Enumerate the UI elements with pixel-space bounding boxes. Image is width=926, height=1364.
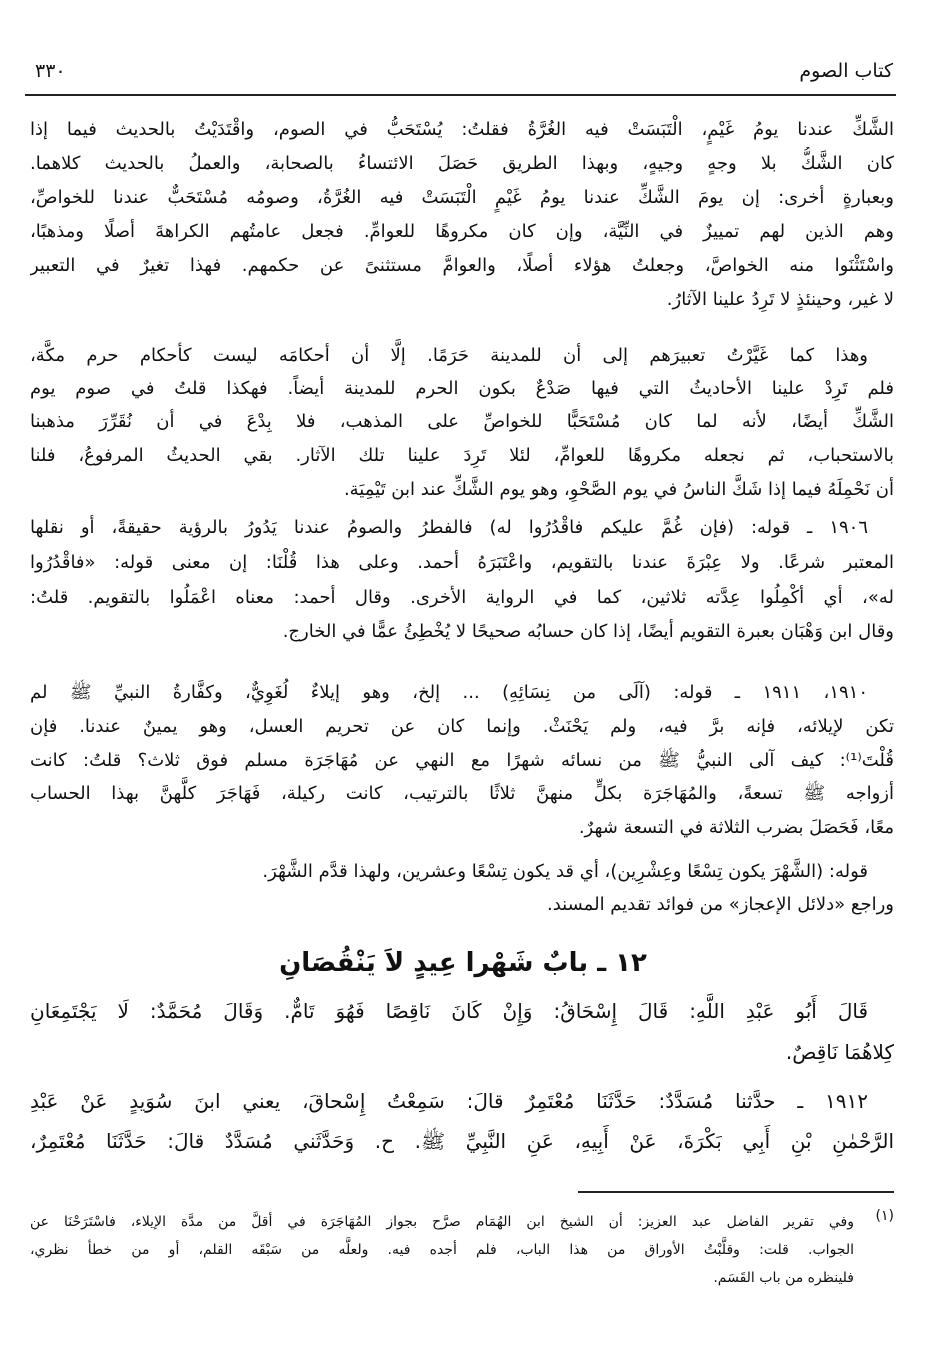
page-number: ٣٣٠ (35, 60, 66, 82)
text-line: لا غير، وحينئذٍ لا تَرِدُ علينا الآثارُ. (666, 289, 894, 310)
text-line: ١٩١٢ ـ حدَّثنا مُسَدَّدٌ: حَدَّثَنَا مُعْتَمِرٌ قالَ: سَمِعْتُ إِسْحاقَ، يعني ابنَ سُوَيدٍ عَنْ عَبْدِ (30, 1089, 868, 1113)
text-line: ١٩٠٦ ـ قوله: (فإن غُمَّ عليكم فاقْدُرُوا له) فالفطرُ والصومُ عندنا يَدُورُ بالرؤية حقيقةً، أو نقلها (30, 517, 868, 538)
text-line: واسْتَثْنَوا منه الخواصَّ، وجعلتُ هؤلاء أصلًا، والعوامَّ مستثنىً عن حكمهم. فهذا تغيرٌ في التعبير (30, 255, 894, 276)
text-line: وبعبارةٍ أخرى: إن يومَ الشَّكِّ عندنا يومُ غَيْمٍ الْتَبَسَتْ فيه الغُرَّةُ، وصومُه مُسْتَحَبٌّ عندنا للخواصِّ، (30, 187, 894, 208)
text-line: الشَّكِّ أيضًا، لأنه لما كان مُسْتَحَبًّا للخواصِّ على المذهب، فلا بِدْعَ في أن نُقَرِّرَ مذهبنا (30, 411, 894, 432)
footnote-number: (١) (875, 1208, 894, 1224)
text-line: بالاستحباب، ثم نجعله مكروهًا للعوامِّ، لئلا تَرِدَ علينا تلك الآثار. بقي الحديثُ المرفوعُ، فلنا (30, 445, 894, 466)
text-line: ١٩١٠، ١٩١١ ـ قوله: (آلَى من نِسَائِهِ) ... إلخ، وهو إيلاءٌ لُغَوِيٌّ، وكفَّارةُ النبيِّ ﷺ لم (30, 682, 868, 703)
text-line: أزواجه ﷺ تسعةً، والمُهَاجَرَة بكلٍّ منهنَّ ثلاثًا بالترتيب، كانت ركيلة، فَهَاجَرَ كلَّهنَّ بهذا الحساب (30, 783, 894, 804)
text-line: فلم تَرِدْ علينا الأحاديثُ التي فيها صَدْعٌ بكون الحرم للمدينة أيضاً. فهكذا قلتُ في صوم يوم (30, 378, 894, 399)
chapter-heading: ١٢ ـ بابٌ شَهْرا عِيدٍ لاَ يَنْقُصَانِ (279, 948, 647, 978)
text-line: تكن لإيلائه، فإنه برَّ فيه، ولم يَحْنَثْ. وإنما كان عن تحريم العسل، وهو يمينٌ عندنا. فإن (30, 716, 894, 737)
text-line: قوله: (الشَّهْرَ يكون تِسْعًا وعِشْرِين)، أي قد يكون تِسْعًا وعشرين، ولهذا قدَّم الشَّهْرَ. (262, 861, 868, 882)
text-line: قَالَ أَبُو عَبْدِ اللَّهِ: قَالَ إِسْحَاقُ: وَإِنْ كَانَ نَاقِصًا فَهُوَ تَامٌّ. وَقَالَ مُحَمَّدٌ: لَا يَجْتَمِعَانِ (30, 999, 868, 1023)
text-line: المعتبر شرعًا. ولا عِبْرَةَ عندنا بالتقويم، واعْتَبَرَهُ أحمد. وعلى هذا قُلْنَا: إن معنى قوله: «فاقْدُرُوا (30, 552, 894, 573)
footnote-line: الجواب. قلت: وقلَّبْتُ الأوراق من هذا الباب، فلم أجده فيه. ولعلَّه من سَبْقَه القلم، أو من خطأ نظري، (30, 1242, 854, 1258)
header-divider (25, 94, 896, 96)
text-line: وراجع «دلائل الإعجاز» من فوائد تقديم المسند. (547, 894, 894, 915)
text-line: الرَّحْمٰنِ بْنِ أَبِي بَكْرَةَ، عَنْ أَبِيهِ، عَنِ النَّبِيِّ ﷺ. ح. وَحَدَّثَني مُسَدَّدٌ قالَ: حَدَّثَنَا مُعْتَمِرٌ، (30, 1129, 894, 1153)
footnote-line: فلينظره من باب القَسَم. (713, 1270, 854, 1286)
text-line: كِلاهُمَا نَاقِصٌ. (785, 1040, 894, 1064)
text-line: الشَّكِّ عندنا يومُ غَيْمٍ، الْتَبَسَتْ فيه الغُرَّةُ فقلتُ: يُسْتَحَبُّ في الصوم، واقْتَدَيْتُ بالحديث فيما إذا (30, 119, 894, 140)
text-line: وهذا كما غَيَّرْتُ تعبيرَهم إلى أن للمدينة حَرَمًا. إلَّا أن أحكامَه ليست كأحكام حرم مكَّة، (30, 345, 868, 366)
footnote-line: وفي تقرير الفاضل عبد العزيز: أن الشيخ ابن الهُمَام صرَّح بجواز المُهَاجَرَة في أقلَّ من مدَّة الإيلاء، فاسْتَرَحْنَا عن (30, 1214, 854, 1230)
text-line: معًا، فَحَصَلَ بضرب الثلاثة في التسعة شهرٌ. (578, 817, 894, 838)
text-line: كان الشَّكُّ بلا وجهٍ وجيهٍ، وبهذا الطريق حَصَلَ الائتساءُ بالصحابة، والعملُ بالحديث كلاهما. (30, 153, 894, 174)
text-line: أن نَحْمِلَهُ فيما إذا شَكَّ الناسُ في يوم الصَّحْوِ، وهو يوم الشَّكِّ عند ابن تَيْمِيَة. (343, 479, 894, 500)
text-line: وقال ابن وَهْبَان بعبرة التقويم أيضًا، إذا كان حسابُه صحيحًا لا يُخْطِئُ عمًّا في الخارج. (282, 621, 894, 642)
text-line: وهم الذين لهم تمييزٌ في النِّيَّة، وإن كان مكروهًا للعوامِّ. فجعل عامتُهم الكراهةَ أصلًا ومذهبًا، (30, 221, 894, 242)
text-line: قُلْتَ⁽¹⁾: كيف آلى النبيُّ ﷺ من نسائه شهرًا مع النهي عن مُهَاجَرَة مسلم فوق ثلاث؟ قلتُ: كانت (30, 750, 894, 771)
footnote-divider (578, 1191, 894, 1193)
text-line: له»، أي أكْمِلُوا عِدَّته ثلاثين، كما في الرواية الأخرى. وقال أحمد: معناه اعْمَلُوا بالتقويم. قلتُ: (30, 587, 894, 608)
book-title: كتاب الصوم (799, 60, 893, 82)
